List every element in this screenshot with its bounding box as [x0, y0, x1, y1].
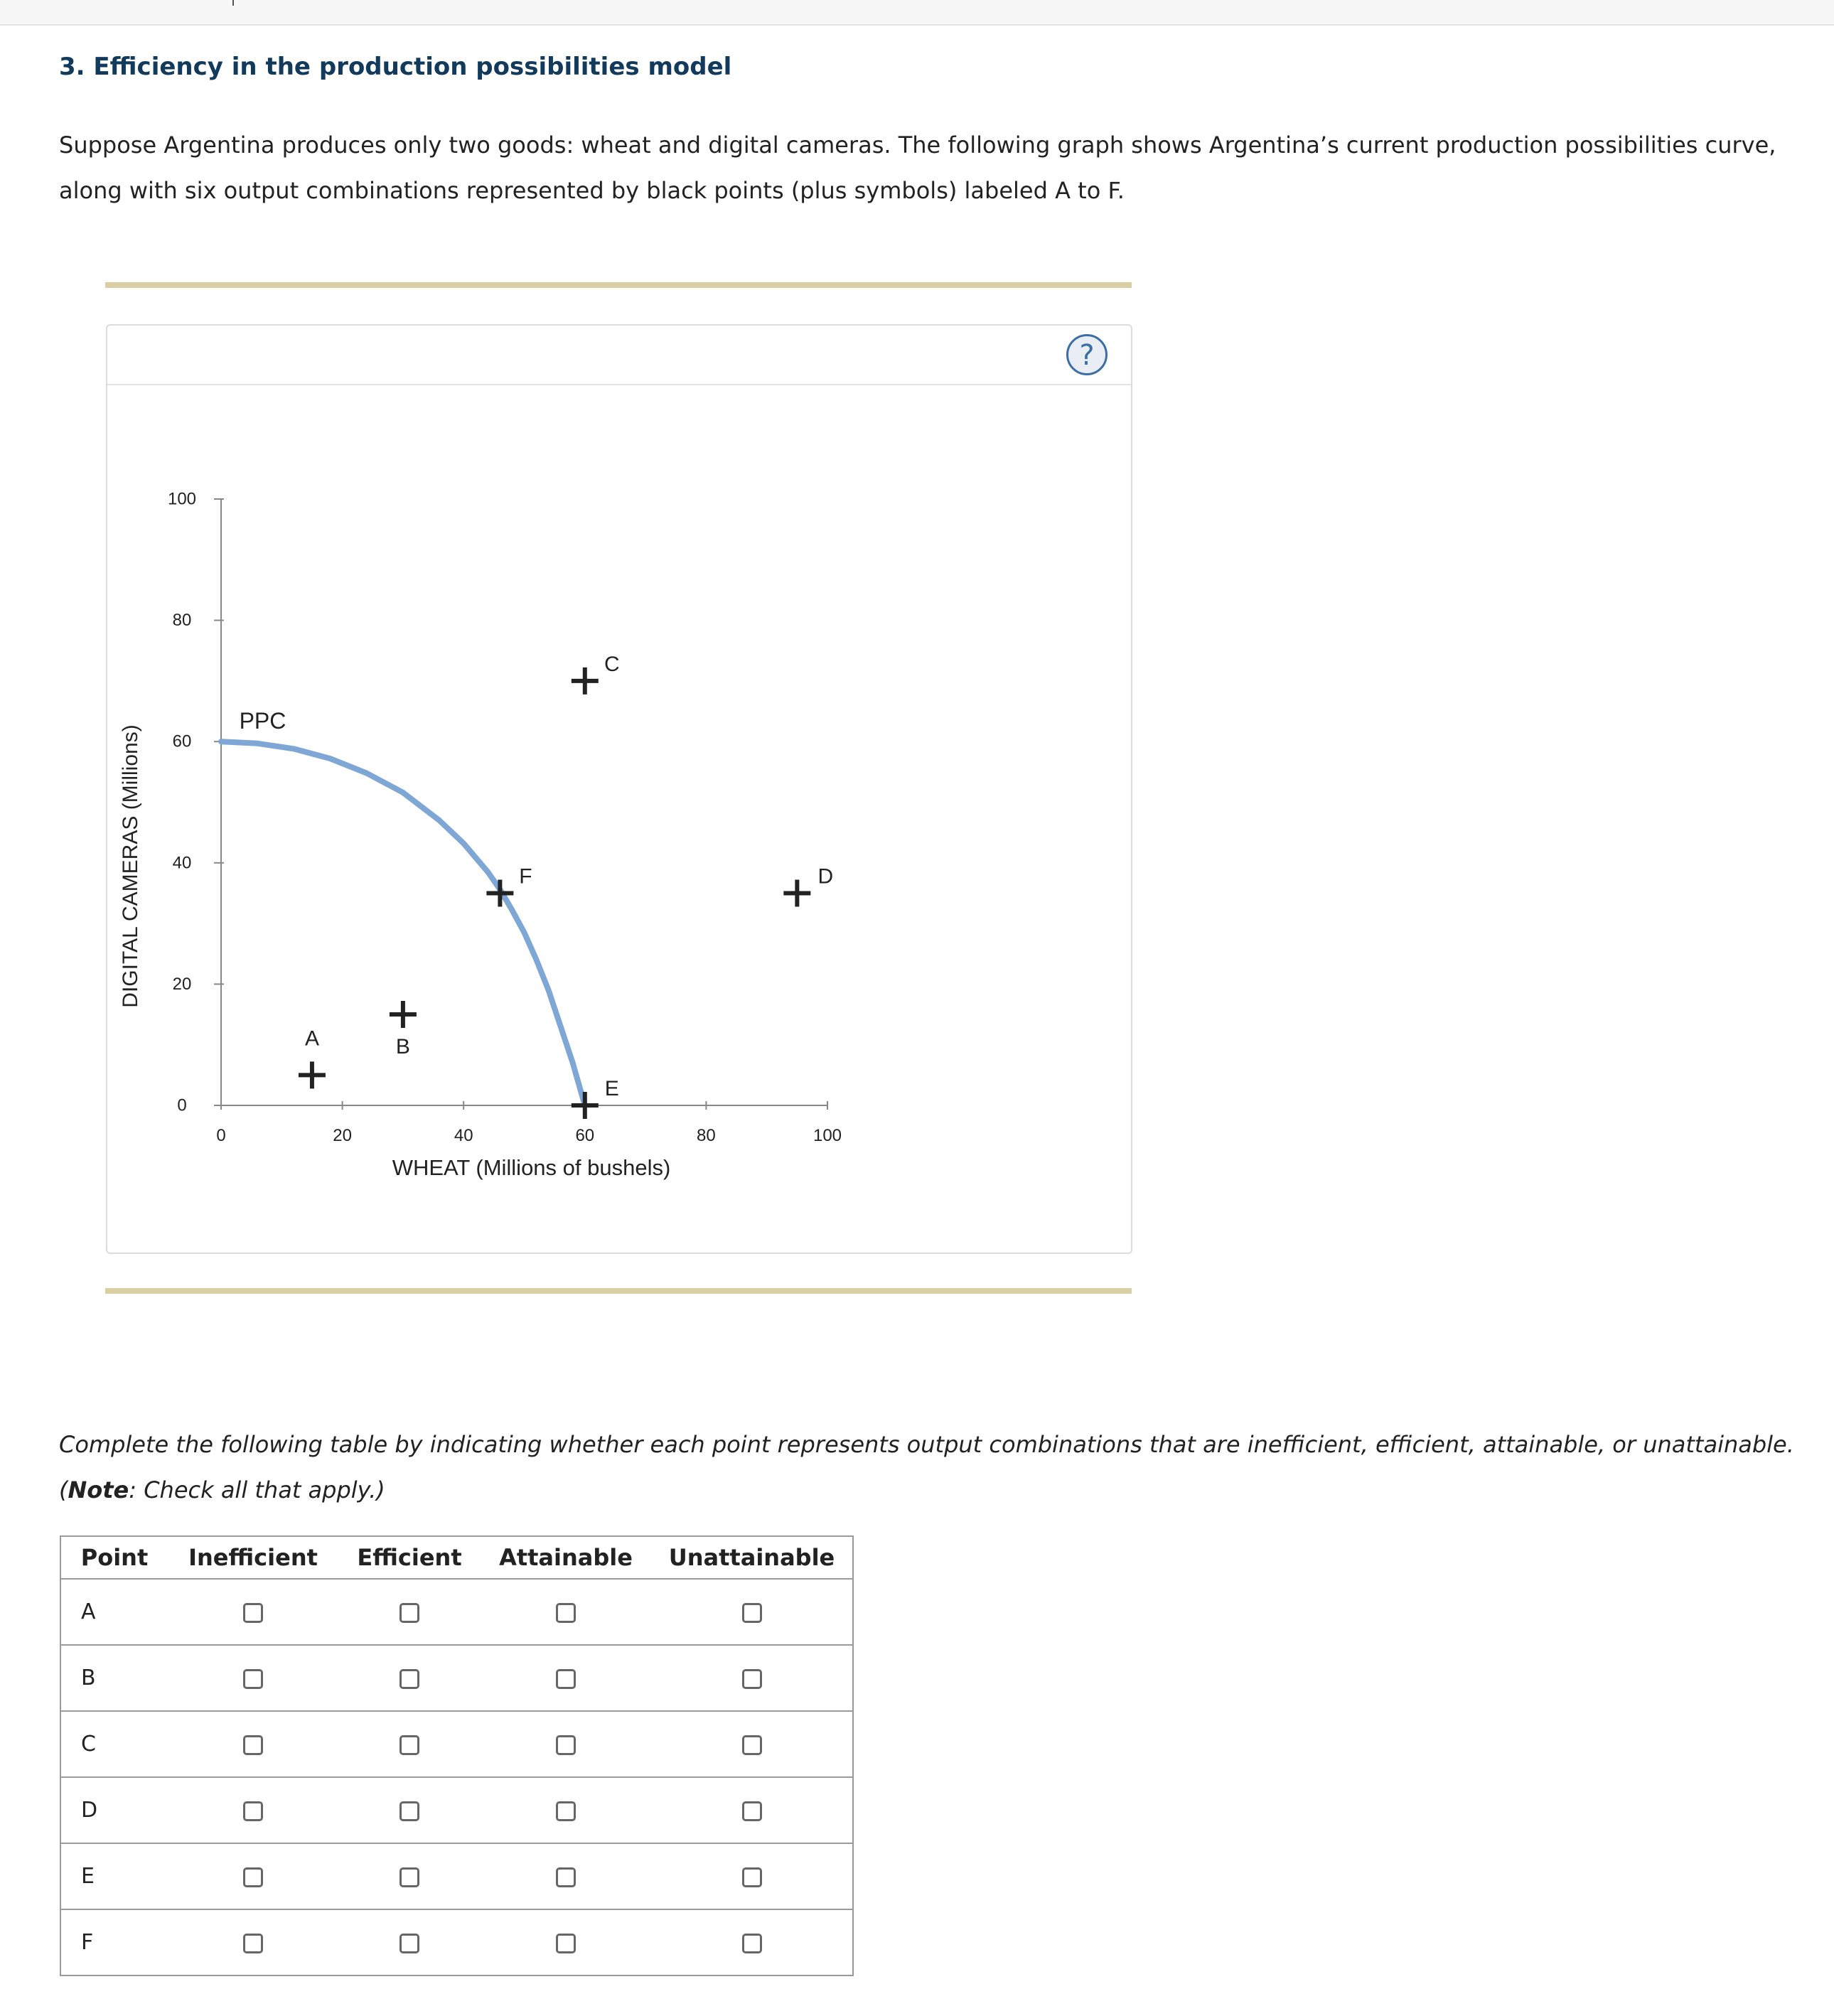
table-cell-attainable [481, 1843, 651, 1909]
unattainable-checkbox[interactable] [742, 1867, 762, 1887]
graph-panel [106, 324, 1132, 1254]
efficient-checkbox[interactable] [399, 1867, 419, 1887]
y-tick-label: 80 [172, 611, 192, 631]
x-tick-label: 20 [333, 1126, 352, 1145]
inefficient-checkbox[interactable] [243, 1801, 263, 1821]
table-instructions [59, 1422, 1815, 1513]
efficient-checkbox[interactable] [399, 1934, 419, 1953]
table-cell-inefficient [168, 1909, 338, 1975]
table-row [60, 1579, 853, 1645]
attainable-checkbox[interactable] [556, 1669, 576, 1689]
y-tick-label: 100 [167, 489, 197, 509]
inefficient-checkbox[interactable] [243, 1735, 263, 1755]
question-title: 3. Efficiency in the production possibilities model [59, 53, 732, 81]
inefficient-checkbox[interactable] [243, 1669, 263, 1689]
intro-line-1: Suppose Argentina produces only two goods: wheat and digital cameras. The following graph shows Argentina’s current production possibilities curve, [59, 132, 1776, 159]
y-tick-label: 60 [172, 731, 192, 751]
table-row [60, 1843, 853, 1909]
instructions-line-1: Complete the following table by indicating whether each point represents output combinations that are inefficient, efficient, attainable, or unattainable. [59, 1431, 1794, 1458]
header-attainable: Attainable [499, 1544, 633, 1571]
point-label: F [60, 1909, 168, 1975]
attainable-checkbox[interactable] [556, 1867, 576, 1887]
table-cell-efficient [338, 1711, 481, 1777]
x-tick-label: 80 [697, 1126, 716, 1145]
table-cell-unattainable [651, 1579, 853, 1645]
point-label: E [60, 1843, 168, 1909]
question-intro [59, 122, 1808, 213]
unattainable-checkbox[interactable] [742, 1669, 762, 1689]
header-unattainable: Unattainable [668, 1544, 835, 1571]
y-tick-label: 0 [177, 1095, 187, 1115]
table-cell-inefficient [168, 1843, 338, 1909]
graph-top-rule [105, 282, 1132, 288]
intro-line-2: along with six output combinations represented by black points (plus symbols) labeled A to F. [59, 177, 1125, 204]
table-cell-efficient [338, 1645, 481, 1711]
inefficient-checkbox[interactable] [243, 1867, 263, 1887]
point-a-label: A [304, 1026, 319, 1051]
point-b-label: B [395, 1035, 410, 1059]
attainable-checkbox[interactable] [556, 1934, 576, 1953]
y-axis-title: DIGITAL CAMERAS (Millions) [119, 724, 142, 1008]
table-header-row [60, 1536, 853, 1579]
table-cell-attainable [481, 1579, 651, 1645]
table-row [60, 1645, 853, 1711]
x-tick-label: 60 [575, 1126, 595, 1145]
classification-table [60, 1535, 854, 1976]
x-tick-label: 40 [454, 1126, 473, 1145]
point-label: C [60, 1711, 168, 1777]
table-cell-unattainable [651, 1711, 853, 1777]
table-cell-efficient [338, 1843, 481, 1909]
table-cell-unattainable [651, 1645, 853, 1711]
point-label: A [60, 1579, 168, 1645]
point-label: B [60, 1645, 168, 1711]
header-point: Point [80, 1544, 149, 1571]
unattainable-checkbox[interactable] [742, 1934, 762, 1953]
unattainable-checkbox[interactable] [742, 1801, 762, 1821]
x-axis-title: WHEAT (Millions of bushels) [392, 1155, 671, 1180]
unattainable-checkbox[interactable] [742, 1735, 762, 1755]
ppc-curve-label: PPC [239, 708, 286, 734]
table-cell-unattainable [651, 1843, 853, 1909]
ppc-chart [107, 326, 1131, 1253]
point-label: D [60, 1777, 168, 1843]
table-row [60, 1909, 853, 1975]
x-tick-label: 0 [216, 1126, 226, 1145]
header-inefficient: Inefficient [188, 1544, 318, 1571]
table-cell-attainable [481, 1777, 651, 1843]
instructions-note: (Note: Check all that apply.) [59, 1476, 385, 1503]
point-e-label: E [604, 1077, 619, 1100]
unattainable-checkbox[interactable] [742, 1603, 762, 1623]
efficient-checkbox[interactable] [399, 1669, 419, 1689]
point-d-label: D [817, 864, 834, 889]
table-row [60, 1711, 853, 1777]
table-cell-inefficient [168, 1777, 338, 1843]
table-cell-efficient [338, 1579, 481, 1645]
table-cell-inefficient [168, 1579, 338, 1645]
table-cell-attainable [481, 1711, 651, 1777]
point-f-label: F [519, 864, 532, 889]
inefficient-checkbox[interactable] [243, 1603, 263, 1623]
efficient-checkbox[interactable] [399, 1801, 419, 1821]
top-bar [0, 0, 1834, 26]
y-tick-label: 40 [172, 853, 192, 873]
table-cell-unattainable [651, 1777, 853, 1843]
attainable-checkbox[interactable] [556, 1735, 576, 1755]
table-cell-inefficient [168, 1645, 338, 1711]
header-efficient: Efficient [357, 1544, 462, 1571]
attainable-checkbox[interactable] [556, 1603, 576, 1623]
attainable-checkbox[interactable] [556, 1801, 576, 1821]
table-cell-efficient [338, 1909, 481, 1975]
table-cell-attainable [481, 1909, 651, 1975]
table-row [60, 1777, 853, 1843]
efficient-checkbox[interactable] [399, 1735, 419, 1755]
table-cell-unattainable [651, 1909, 853, 1975]
help-icon: ? [1079, 339, 1095, 372]
table-cell-efficient [338, 1777, 481, 1843]
table-cell-attainable [481, 1645, 651, 1711]
y-tick-label: 20 [172, 974, 192, 994]
x-tick-label: 100 [813, 1126, 842, 1145]
inefficient-checkbox[interactable] [243, 1934, 263, 1953]
efficient-checkbox[interactable] [399, 1603, 419, 1623]
graph-bottom-rule [105, 1288, 1132, 1294]
table-cell-inefficient [168, 1711, 338, 1777]
point-c-label: C [604, 652, 620, 676]
top-bar-tick [232, 0, 234, 6]
